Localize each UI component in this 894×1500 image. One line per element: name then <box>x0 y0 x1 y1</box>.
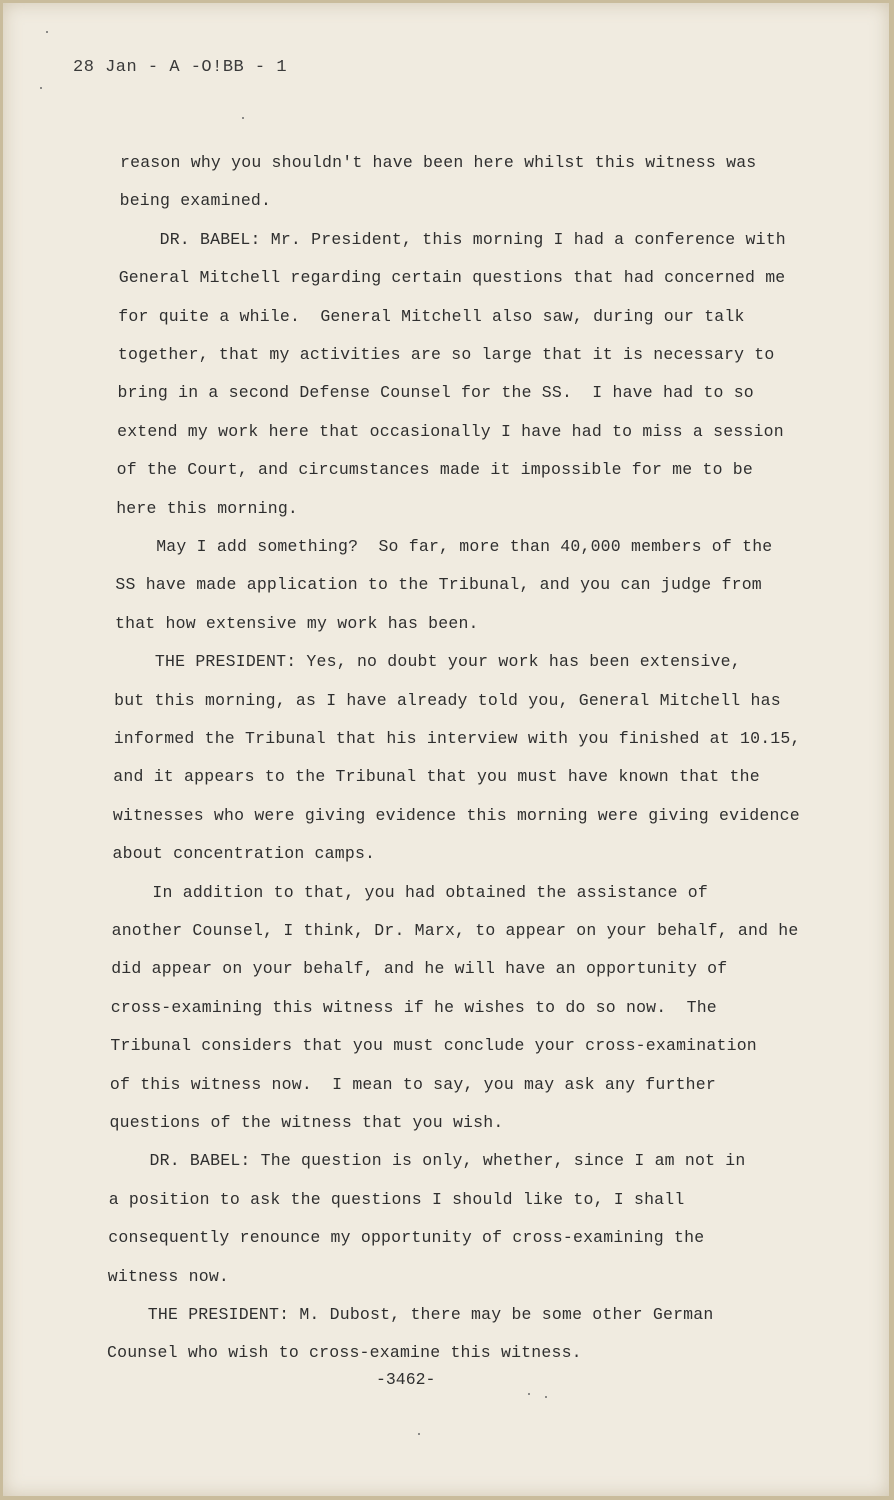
paper-speck <box>242 117 244 119</box>
text-line: cross-examining this witness if he wishes to do so now. The <box>110 997 717 1017</box>
text-line: together, that my activities are so large that it is necessary to <box>117 345 775 364</box>
paper-speck <box>46 31 48 33</box>
text-line: of the Court, and circumstances made it impossible for me to be <box>116 460 753 480</box>
text-line: THE PRESIDENT: Yes, no doubt your work has been extensive, <box>114 652 741 672</box>
paper-speck <box>545 1396 547 1398</box>
text-line: SS have made application to the Tribunal, and you can judge from <box>115 575 762 595</box>
text-line: another Counsel, I think, Dr. Marx, to appear on your behalf, and he <box>111 921 799 940</box>
text-line: DR. BABEL: Mr. President, this morning I had a conference with <box>119 229 786 249</box>
text-line: witness now. <box>107 1266 230 1286</box>
text-line: and it appears to the Tribunal that you must have known that the <box>113 767 760 787</box>
text-line: a position to ask the questions I should like to, I shall <box>108 1189 685 1209</box>
text-line: In addition to that, you had obtained the assistance of <box>112 882 708 902</box>
text-line: DR. BABEL: The question is only, whether, since I am not in <box>109 1151 746 1171</box>
text-line: here this morning. <box>116 498 299 518</box>
page-number: -3462- <box>376 1370 436 1389</box>
text-line: consequently renounce my opportunity of cross-examining the <box>108 1228 705 1248</box>
document-page <box>3 3 889 1496</box>
paper-speck <box>528 1393 530 1395</box>
text-line: informed the Tribunal that his interview with you finished at 10.15, <box>113 729 801 748</box>
page-header: 28 Jan - A -O!BB - 1 <box>73 58 288 77</box>
text-line: Counsel who wish to cross-examine this witness. <box>107 1343 582 1363</box>
text-line: General Mitchell regarding certain questions that had concerned me <box>118 268 786 288</box>
text-line: questions of the witness that you wish. <box>109 1113 504 1132</box>
text-line: bring in a second Defense Counsel for the SS. I have had to so <box>117 383 754 403</box>
text-line: reason why you shouldn't have been here whilst this witness was <box>120 153 757 172</box>
text-line: of this witness now. I mean to say, you may ask any further <box>109 1074 716 1094</box>
text-line: extend my work here that occasionally I have had to miss a session <box>117 421 784 441</box>
text-line: witnesses who were giving evidence this morning were giving evidence <box>112 805 800 825</box>
text-line: being examined. <box>119 191 272 211</box>
text-line: for quite a while. General Mitchell also saw, during our talk <box>118 306 745 326</box>
text-line: Tribunal considers that you must conclude your cross-examination <box>110 1036 757 1056</box>
paper-speck <box>418 1433 420 1435</box>
text-line: THE PRESIDENT: M. Dubost, there may be some other German <box>107 1305 714 1324</box>
text-line: did appear on your behalf, and he will have an opportunity of <box>111 959 728 979</box>
text-line: about concentration camps. <box>112 844 376 864</box>
text-line: but this morning, as I have already told you, General Mitchell has <box>114 690 781 710</box>
text-line: that how extensive my work has been. <box>115 613 479 633</box>
text-line: May I add something? So far, more than 40,000 members of the <box>115 537 773 556</box>
paper-speck <box>40 87 42 89</box>
